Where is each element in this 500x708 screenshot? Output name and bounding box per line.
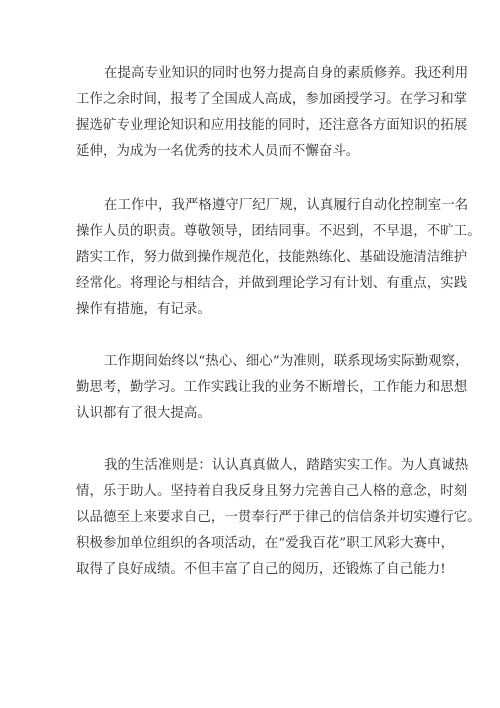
paragraph-line: 认识都有了很大提高。	[76, 406, 211, 421]
paragraph-line: 在工作中，我严格遵守厂纪厂规，认真履行自动化控制室一名	[104, 198, 469, 213]
paragraph-line: 工作期间始终以“热心、细心”为准则，联系现场实际勤观察，	[104, 354, 469, 369]
paragraph-line: 经常化。将理论与相结合，并做到理论学习有计划、有重点，实践	[76, 276, 468, 291]
paragraph-line: 勤思考，勤学习。工作实践让我的业务不断增长，工作能力和思想	[76, 380, 468, 395]
paragraph-line: 操作人员的职责。尊敬领导，团结同事。不迟到，不早退，不旷工。	[76, 224, 481, 239]
paragraph-line: 握选矿专业理论知识和应用技能的同时，还注意各方面知识的拓展	[76, 118, 468, 133]
paragraph-line: 我的生活准则是：认认真真做人，踏踏实实工作。为人真诚热	[104, 458, 469, 473]
paragraph-line: 工作之余时间，报考了全国成人高成，参加函授学习。在学习和掌	[76, 92, 468, 107]
paragraph-line: 取得了良好成绩。不但丰富了自己的阅历，还锻炼了自己能力!	[76, 562, 446, 577]
paragraph-line: 在提高专业知识的同时也努力提高自身的素质修养。我还利用	[104, 66, 469, 81]
paragraph-line: 情，乐于助人。坚持着自我反身且努力完善自己人格的意念，时刻	[76, 484, 468, 499]
paragraph-line: 延伸，为成为一名优秀的技术人员而不懈奋斗。	[76, 144, 360, 159]
paragraph-line: 操作有措施，有记录。	[76, 302, 211, 317]
paragraph-line: 以品德至上来要求自己，一贯奉行严于律己的信信条并切实遵行它。	[76, 510, 481, 525]
paragraph-line: 踏实工作，努力做到操作规范化，技能熟练化、基础设施清洁维护	[76, 250, 468, 265]
paragraph-line: 积极参加单位组织的各项活动，在“爱我百花”职工风彩大赛中，	[76, 536, 455, 551]
